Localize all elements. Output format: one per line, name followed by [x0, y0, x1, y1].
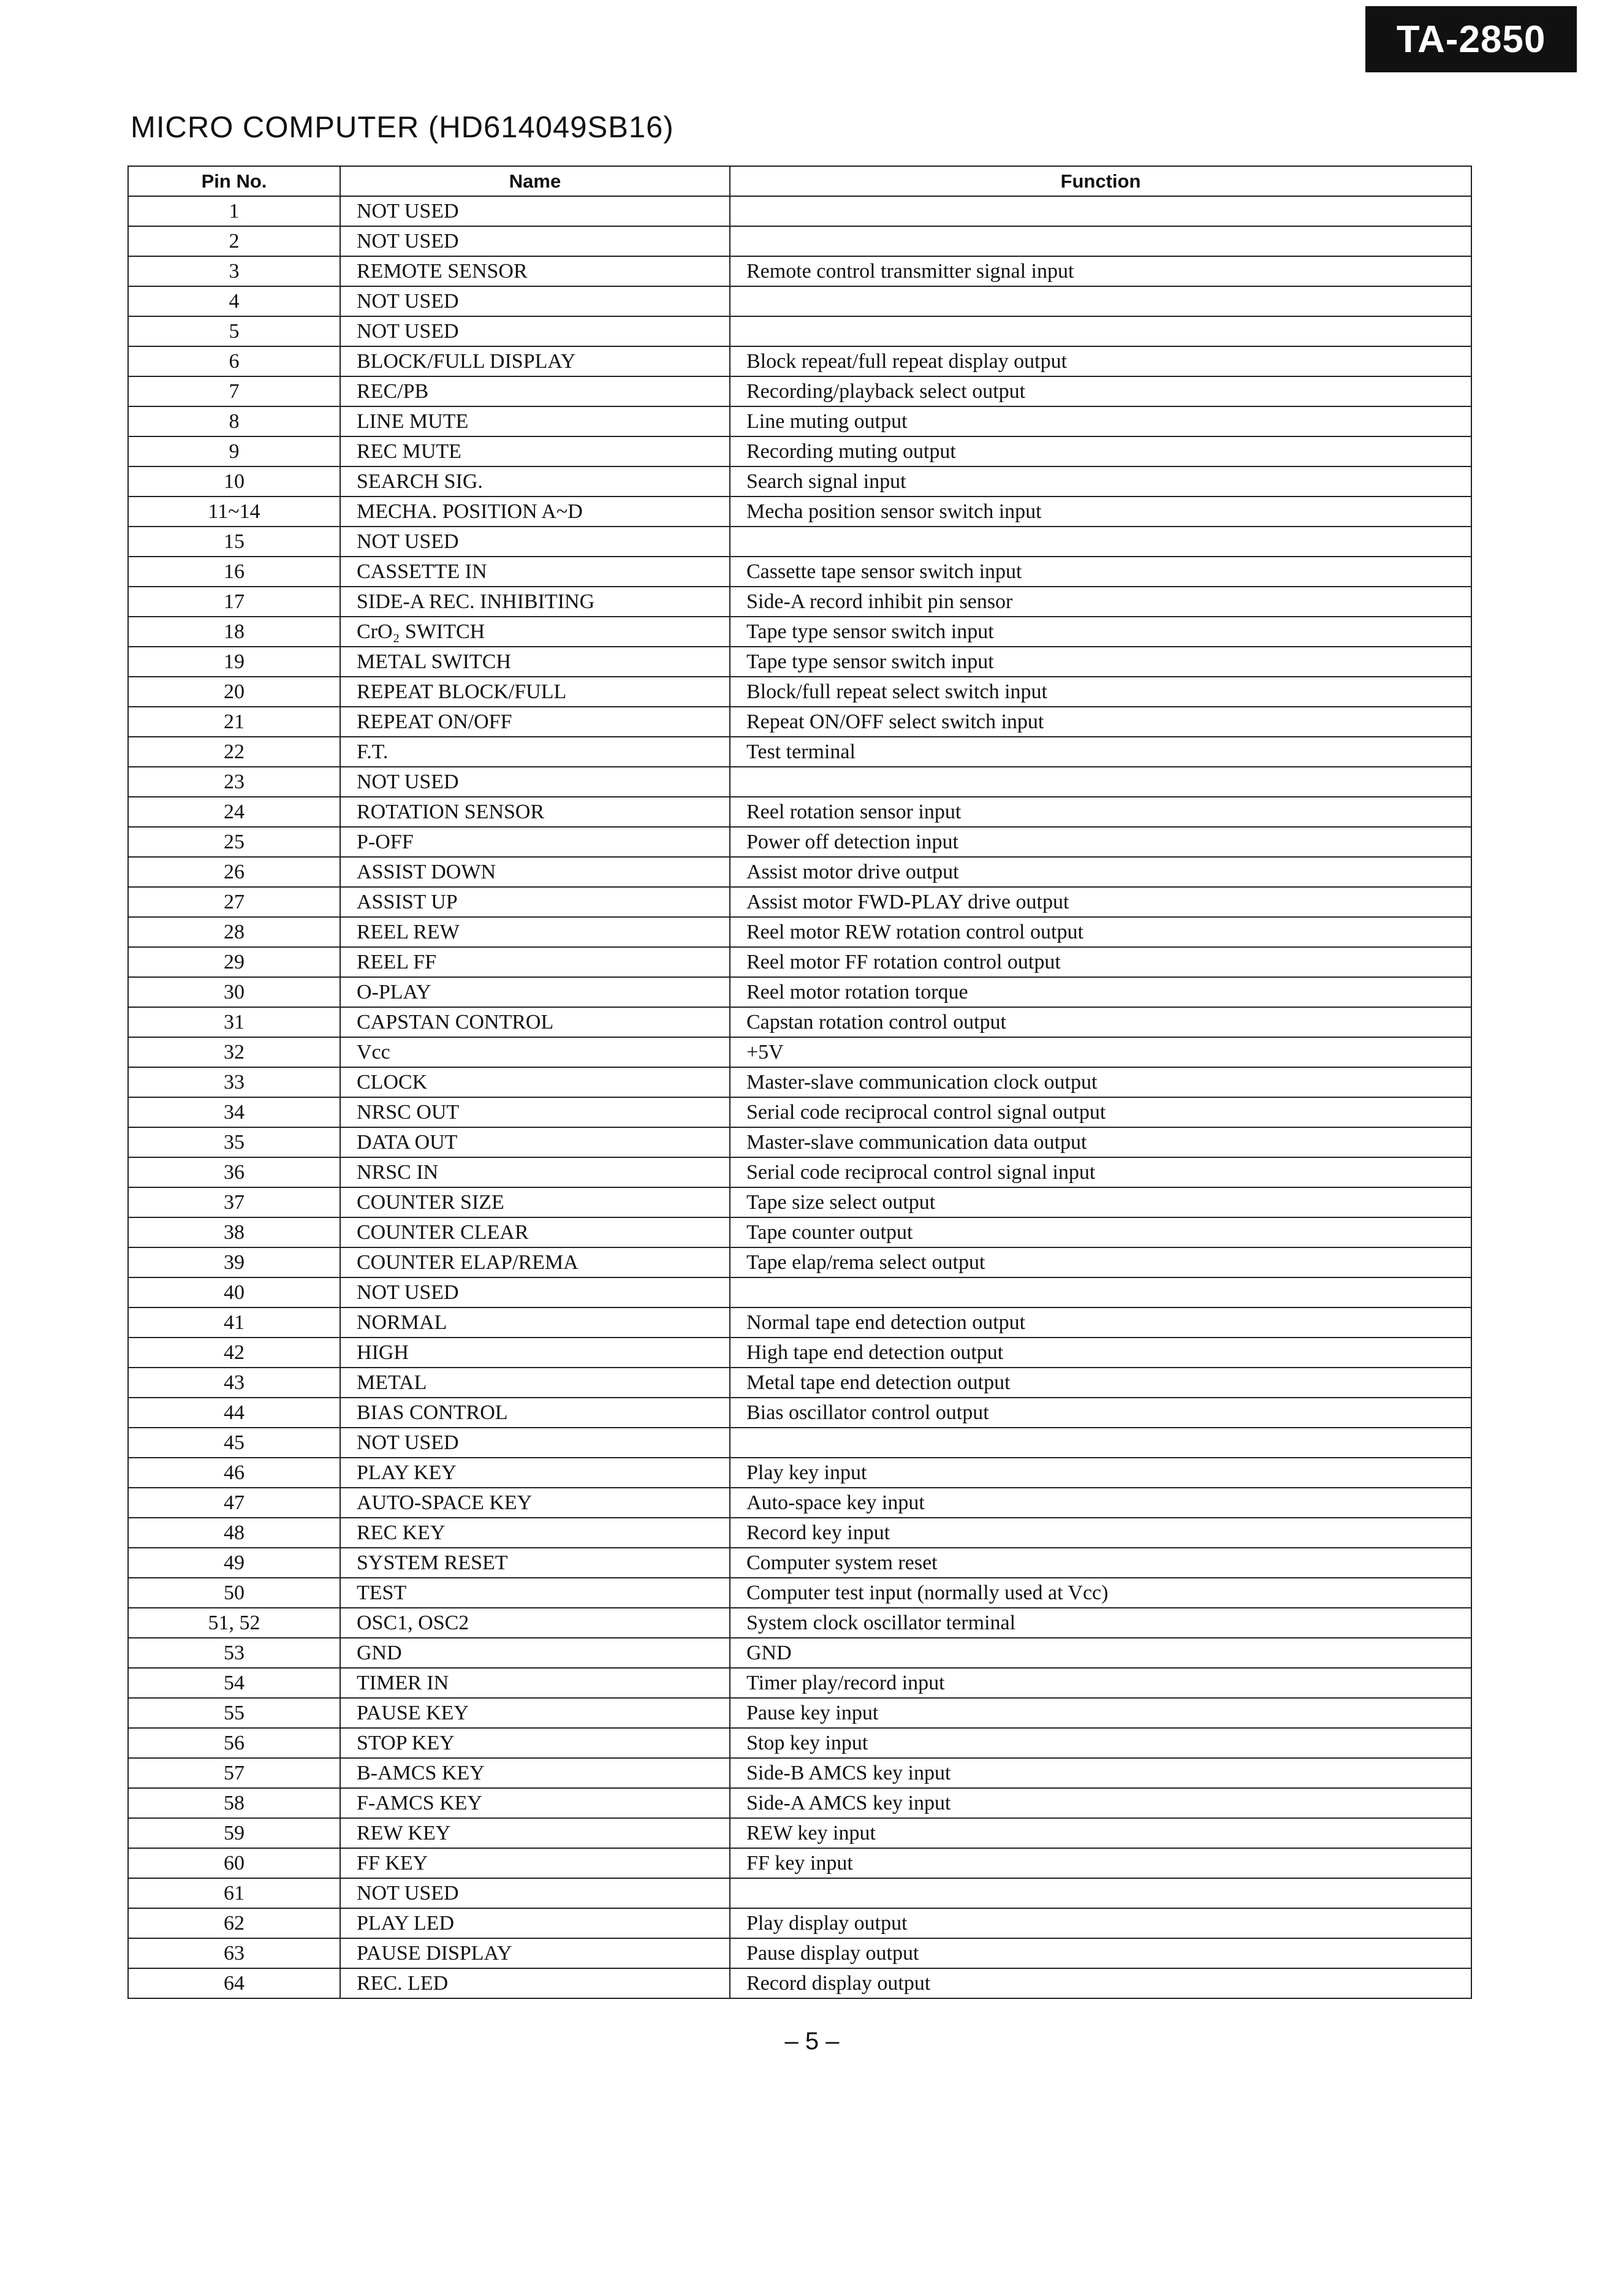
pin-name: PLAY KEY: [340, 1458, 730, 1488]
pin-function: GND: [730, 1638, 1471, 1668]
table-row: [128, 1818, 1471, 1848]
pin-function: Normal tape end detection output: [730, 1307, 1471, 1338]
pin-name: COUNTER ELAP/REMA: [340, 1247, 730, 1277]
pin-function: Timer play/record input: [730, 1668, 1471, 1698]
pin-number: 18: [128, 617, 340, 647]
pin-name: NOT USED: [340, 226, 730, 256]
pin-function: [730, 1428, 1471, 1458]
pin-name: MECHA. POSITION A~D: [340, 497, 730, 527]
pin-number: 34: [128, 1097, 340, 1127]
pin-name: F.T.: [340, 737, 730, 767]
table-row: [128, 497, 1471, 527]
table-row: [128, 587, 1471, 617]
pin-table-header: [128, 166, 1471, 196]
pin-function: FF key input: [730, 1848, 1471, 1878]
pin-number: 30: [128, 977, 340, 1007]
pin-function: Side-A record inhibit pin sensor: [730, 587, 1471, 617]
pin-name: CASSETTE IN: [340, 557, 730, 587]
table-row: [128, 827, 1471, 857]
table-row: [128, 857, 1471, 887]
pin-function: [730, 286, 1471, 316]
pin-function: Block repeat/full repeat display output: [730, 346, 1471, 376]
page-title: MICRO COMPUTER (HD614049SB16): [131, 111, 674, 144]
table-row: [128, 1608, 1471, 1638]
pin-number: 31: [128, 1007, 340, 1037]
pin-function: Test terminal: [730, 737, 1471, 767]
pin-name: ROTATION SENSOR: [340, 797, 730, 827]
pin-number: 56: [128, 1728, 340, 1758]
pin-number: 62: [128, 1908, 340, 1938]
table-row: [128, 1728, 1471, 1758]
pin-number: 5: [128, 316, 340, 346]
pin-function: Tape size select output: [730, 1187, 1471, 1217]
table-row: [128, 406, 1471, 436]
pin-name: FF KEY: [340, 1848, 730, 1878]
table-row: [128, 436, 1471, 466]
pin-name: REC/PB: [340, 376, 730, 406]
pin-number: 39: [128, 1247, 340, 1277]
model-badge: TA-2850: [1365, 6, 1577, 72]
pin-function: [730, 316, 1471, 346]
table-row: [128, 1638, 1471, 1668]
table-row: [128, 1698, 1471, 1728]
pin-name: NOT USED: [340, 527, 730, 557]
table-row: [128, 1968, 1471, 1998]
pin-function: Line muting output: [730, 406, 1471, 436]
pin-name: P-OFF: [340, 827, 730, 857]
table-row: [128, 1848, 1471, 1878]
table-row: [128, 1908, 1471, 1938]
pin-name: NOT USED: [340, 767, 730, 797]
pin-name: TIMER IN: [340, 1668, 730, 1698]
pin-number: 3: [128, 256, 340, 286]
pin-number: 20: [128, 677, 340, 707]
pin-name: Vcc: [340, 1037, 730, 1067]
pin-number: 64: [128, 1968, 340, 1998]
pin-function: Bias oscillator control output: [730, 1398, 1471, 1428]
pin-number: 44: [128, 1398, 340, 1428]
pin-number: 61: [128, 1878, 340, 1908]
pin-number: 60: [128, 1848, 340, 1878]
pin-number: 36: [128, 1157, 340, 1187]
table-row: [128, 527, 1471, 557]
pin-function: Power off detection input: [730, 827, 1471, 857]
page-number: – 5 –: [784, 2028, 840, 2055]
table-row: [128, 1878, 1471, 1908]
pin-function: Repeat ON/OFF select switch input: [730, 707, 1471, 737]
pin-function: [730, 527, 1471, 557]
table-row: [128, 1127, 1471, 1157]
pin-number: 50: [128, 1578, 340, 1608]
pin-function: Reel motor REW rotation control output: [730, 917, 1471, 947]
pin-function: Auto-space key input: [730, 1488, 1471, 1518]
pin-name: TEST: [340, 1578, 730, 1608]
pin-table: [127, 166, 1472, 1999]
pin-name: BLOCK/FULL DISPLAY: [340, 346, 730, 376]
pin-function: Cassette tape sensor switch input: [730, 557, 1471, 587]
pin-function: Play display output: [730, 1908, 1471, 1938]
pin-function: [730, 1277, 1471, 1307]
pin-number: 55: [128, 1698, 340, 1728]
pin-name: GND: [340, 1638, 730, 1668]
pin-name: CrO₂ SWITCH: [340, 617, 730, 647]
pin-number: 48: [128, 1518, 340, 1548]
pin-number: 19: [128, 647, 340, 677]
pin-number: 4: [128, 286, 340, 316]
pin-name: COUNTER CLEAR: [340, 1217, 730, 1247]
table-row: [128, 1247, 1471, 1277]
pin-function: Assist motor drive output: [730, 857, 1471, 887]
pin-name: REEL FF: [340, 947, 730, 977]
table-row: [128, 1007, 1471, 1037]
table-row: [128, 917, 1471, 947]
pin-number: 33: [128, 1067, 340, 1097]
table-row: [128, 1187, 1471, 1217]
table-row: [128, 1668, 1471, 1698]
pin-function: Record key input: [730, 1518, 1471, 1548]
pin-function: Pause key input: [730, 1698, 1471, 1728]
table-row: [128, 737, 1471, 767]
table-row: [128, 1067, 1471, 1097]
pin-function: Block/full repeat select switch input: [730, 677, 1471, 707]
pin-name: REPEAT BLOCK/FULL: [340, 677, 730, 707]
pin-name: F-AMCS KEY: [340, 1788, 730, 1818]
pin-number: 49: [128, 1548, 340, 1578]
pin-function: System clock oscillator terminal: [730, 1608, 1471, 1638]
pin-function: Capstan rotation control output: [730, 1007, 1471, 1037]
pin-function: Computer system reset: [730, 1548, 1471, 1578]
pin-name: COUNTER SIZE: [340, 1187, 730, 1217]
table-row: [128, 1548, 1471, 1578]
pin-function: Metal tape end detection output: [730, 1368, 1471, 1398]
pin-function: Pause display output: [730, 1938, 1471, 1968]
header-pin-no: Pin No.: [128, 166, 340, 196]
table-row: [128, 1398, 1471, 1428]
pin-number: 40: [128, 1277, 340, 1307]
pin-number: 27: [128, 887, 340, 917]
pin-name: REEL REW: [340, 917, 730, 947]
pin-number: 6: [128, 346, 340, 376]
pin-name: NOT USED: [340, 286, 730, 316]
pin-function: Tape elap/rema select output: [730, 1247, 1471, 1277]
pin-number: 26: [128, 857, 340, 887]
pin-number: 25: [128, 827, 340, 857]
pin-function: Recording muting output: [730, 436, 1471, 466]
pin-name: LINE MUTE: [340, 406, 730, 436]
table-row: [128, 707, 1471, 737]
pin-number: 22: [128, 737, 340, 767]
pin-function: Side-A AMCS key input: [730, 1788, 1471, 1818]
table-row: [128, 1277, 1471, 1307]
pin-number: 7: [128, 376, 340, 406]
pin-number: 17: [128, 587, 340, 617]
pin-number: 63: [128, 1938, 340, 1968]
table-row: [128, 226, 1471, 256]
table-row: [128, 767, 1471, 797]
pin-number: 23: [128, 767, 340, 797]
pin-function: Recording/playback select output: [730, 376, 1471, 406]
pin-function: Side-B AMCS key input: [730, 1758, 1471, 1788]
pin-name: HIGH: [340, 1338, 730, 1368]
table-row: [128, 617, 1471, 647]
pin-function: Reel rotation sensor input: [730, 797, 1471, 827]
pin-name: NOT USED: [340, 1428, 730, 1458]
pin-number: 8: [128, 406, 340, 436]
pin-function: Serial code reciprocal control signal input: [730, 1157, 1471, 1187]
pin-number: 42: [128, 1338, 340, 1368]
table-row: [128, 256, 1471, 286]
pin-number: 57: [128, 1758, 340, 1788]
table-row: [128, 1938, 1471, 1968]
pin-function: High tape end detection output: [730, 1338, 1471, 1368]
table-row: [128, 1097, 1471, 1127]
pin-name: SEARCH SIG.: [340, 466, 730, 497]
pin-name: NRSC IN: [340, 1157, 730, 1187]
pin-function: Stop key input: [730, 1728, 1471, 1758]
table-row: [128, 947, 1471, 977]
pin-number: 58: [128, 1788, 340, 1818]
pin-number: 9: [128, 436, 340, 466]
pin-function: Reel motor FF rotation control output: [730, 947, 1471, 977]
pin-name: B-AMCS KEY: [340, 1758, 730, 1788]
table-row: [128, 1368, 1471, 1398]
pin-name: REC MUTE: [340, 436, 730, 466]
pin-function: [730, 1878, 1471, 1908]
table-row: [128, 1488, 1471, 1518]
pin-name: REC KEY: [340, 1518, 730, 1548]
pin-function: Serial code reciprocal control signal output: [730, 1097, 1471, 1127]
table-row: [128, 1458, 1471, 1488]
pin-name: ASSIST DOWN: [340, 857, 730, 887]
header-name: Name: [340, 166, 730, 196]
pin-name: REC. LED: [340, 1968, 730, 1998]
pin-name: NOT USED: [340, 316, 730, 346]
pin-name: METAL SWITCH: [340, 647, 730, 677]
pin-function: [730, 196, 1471, 226]
table-row: [128, 887, 1471, 917]
pin-name: REMOTE SENSOR: [340, 256, 730, 286]
table-row: [128, 1428, 1471, 1458]
pin-function: REW key input: [730, 1818, 1471, 1848]
pin-number: 2: [128, 226, 340, 256]
pin-function: Tape type sensor switch input: [730, 617, 1471, 647]
pin-number: 54: [128, 1668, 340, 1698]
pin-number: 47: [128, 1488, 340, 1518]
pin-name: SYSTEM RESET: [340, 1548, 730, 1578]
pin-name: PAUSE DISPLAY: [340, 1938, 730, 1968]
pin-name: NOT USED: [340, 1878, 730, 1908]
table-row: [128, 316, 1471, 346]
pin-name: CAPSTAN CONTROL: [340, 1007, 730, 1037]
pin-function: [730, 226, 1471, 256]
pin-function: Tape type sensor switch input: [730, 647, 1471, 677]
pin-number: 32: [128, 1037, 340, 1067]
table-row: [128, 286, 1471, 316]
table-row: [128, 376, 1471, 406]
table-row: [128, 977, 1471, 1007]
pin-name: SIDE-A REC. INHIBITING: [340, 587, 730, 617]
table-row: [128, 1518, 1471, 1548]
pin-number: 11~14: [128, 497, 340, 527]
pin-number: 28: [128, 917, 340, 947]
header-row: [128, 166, 1471, 196]
pin-function: Play key input: [730, 1458, 1471, 1488]
table-row: [128, 797, 1471, 827]
header-function: Function: [730, 166, 1471, 196]
pin-number: 1: [128, 196, 340, 226]
pin-name: REPEAT ON/OFF: [340, 707, 730, 737]
pin-function: Mecha position sensor switch input: [730, 497, 1471, 527]
table-row: [128, 1307, 1471, 1338]
table-row: [128, 1578, 1471, 1608]
pin-number: 15: [128, 527, 340, 557]
table-row: [128, 466, 1471, 497]
pin-name: BIAS CONTROL: [340, 1398, 730, 1428]
pin-function: Record display output: [730, 1968, 1471, 1998]
pin-number: 41: [128, 1307, 340, 1338]
pin-name: NORMAL: [340, 1307, 730, 1338]
pin-number: 46: [128, 1458, 340, 1488]
pin-name: PLAY LED: [340, 1908, 730, 1938]
table-row: [128, 1758, 1471, 1788]
pin-name: O-PLAY: [340, 977, 730, 1007]
pin-number: 21: [128, 707, 340, 737]
table-row: [128, 1338, 1471, 1368]
table-row: [128, 1217, 1471, 1247]
pin-name: NOT USED: [340, 196, 730, 226]
pin-name: NRSC OUT: [340, 1097, 730, 1127]
pin-number: 51, 52: [128, 1608, 340, 1638]
pin-number: 45: [128, 1428, 340, 1458]
pin-name: AUTO-SPACE KEY: [340, 1488, 730, 1518]
pin-name: STOP KEY: [340, 1728, 730, 1758]
table-row: [128, 677, 1471, 707]
table-row: [128, 1788, 1471, 1818]
pin-number: 10: [128, 466, 340, 497]
pin-number: 53: [128, 1638, 340, 1668]
pin-function: [730, 767, 1471, 797]
pin-name: OSC1, OSC2: [340, 1608, 730, 1638]
pin-number: 43: [128, 1368, 340, 1398]
pin-number: 29: [128, 947, 340, 977]
pin-function: Reel motor rotation torque: [730, 977, 1471, 1007]
table-row: [128, 1037, 1471, 1067]
pin-function: Master-slave communication clock output: [730, 1067, 1471, 1097]
pin-number: 16: [128, 557, 340, 587]
table-row: [128, 647, 1471, 677]
pin-name: NOT USED: [340, 1277, 730, 1307]
table-row: [128, 196, 1471, 226]
pin-function: Assist motor FWD-PLAY drive output: [730, 887, 1471, 917]
pin-number: 24: [128, 797, 340, 827]
table-row: [128, 346, 1471, 376]
pin-name: REW KEY: [340, 1818, 730, 1848]
pin-function: +5V: [730, 1037, 1471, 1067]
table-row: [128, 1157, 1471, 1187]
table-row: [128, 557, 1471, 587]
pin-function: Master-slave communication data output: [730, 1127, 1471, 1157]
pin-name: DATA OUT: [340, 1127, 730, 1157]
pin-name: CLOCK: [340, 1067, 730, 1097]
pin-table-body: [128, 196, 1471, 1998]
pin-name: ASSIST UP: [340, 887, 730, 917]
pin-function: Tape counter output: [730, 1217, 1471, 1247]
pin-name: PAUSE KEY: [340, 1698, 730, 1728]
pin-number: 37: [128, 1187, 340, 1217]
pin-function: Remote control transmitter signal input: [730, 256, 1471, 286]
pin-number: 38: [128, 1217, 340, 1247]
pin-function: Search signal input: [730, 466, 1471, 497]
pin-name: METAL: [340, 1368, 730, 1398]
pin-number: 59: [128, 1818, 340, 1848]
pin-number: 35: [128, 1127, 340, 1157]
pin-function: Computer test input (normally used at Vcc): [730, 1578, 1471, 1608]
